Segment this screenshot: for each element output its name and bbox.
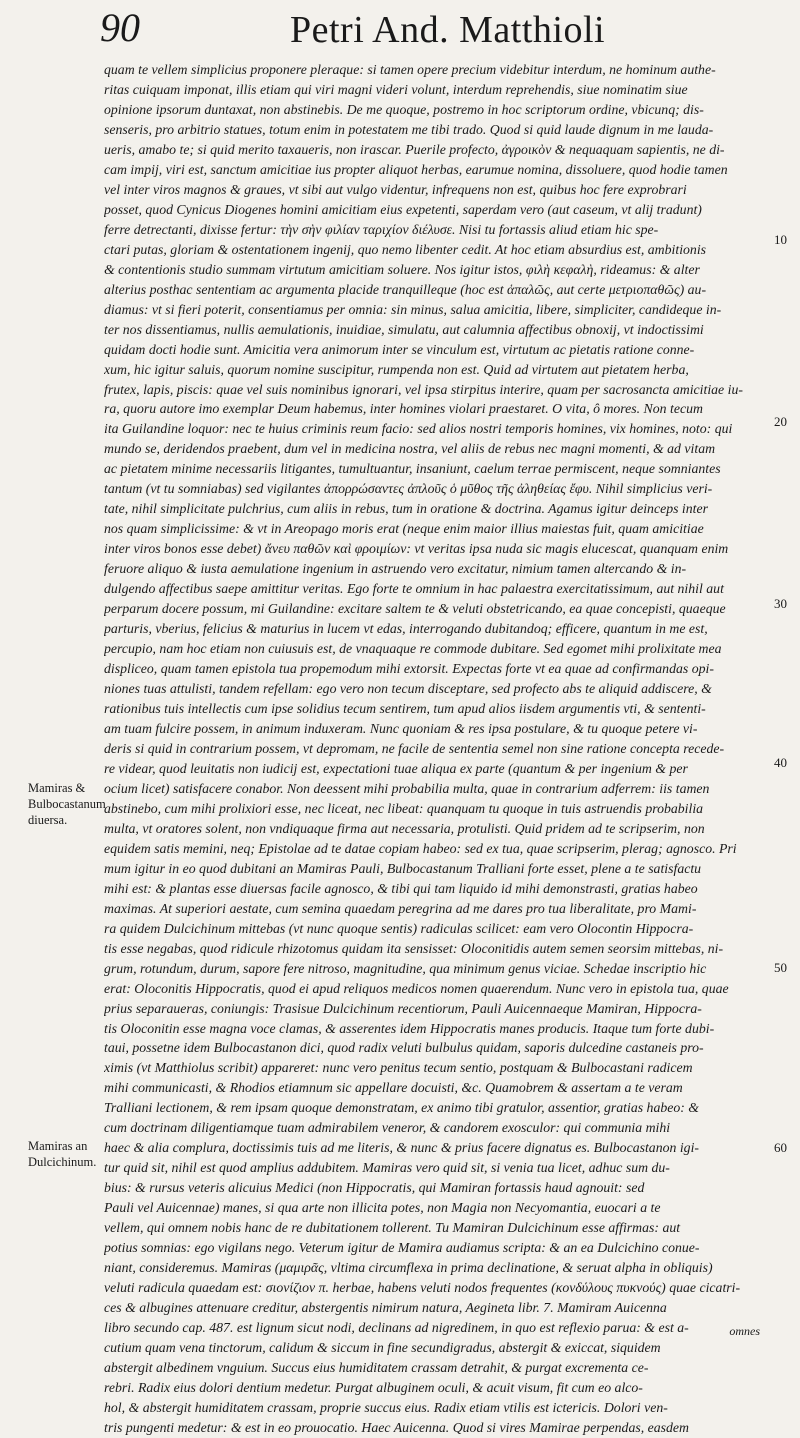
text-line: ritas cuiquam imponat, illis etiam qui viri magni videri volunt, interdum reprehendis, siue nominatim siue — [104, 81, 688, 97]
body-text — [104, 60, 778, 1438]
text-line: ra, quoru autore imo exemplar Deum habemus, inter homines violari praestaret. O vita, ô mores. Non tecum — [104, 401, 703, 417]
text-line: hol, & abstergit humiditatem crassam, proprie succus eius. Radix etiam vtilis est ictericis. Dolori ven- — [104, 1399, 668, 1415]
text-line: posset, quod Cynicus Diogenes homini amicitiam eius expetenti, saperdam vero (aut caseum, vt alij tradunt) — [104, 201, 702, 217]
text-line: cam impij, viri est, sanctum amicitiae ius propter aliquot herbas, earumue nomina, dissoluere, quod hodie tamen — [104, 161, 728, 177]
text-line: tris pungenti medetur: & est in eo prouocatio. Haec Auicenna. Quod si vires Mamirae perpendas, easdem — [104, 1419, 689, 1435]
text-line: cum doctrinam diligentiamque tuam admirabilem veneror, & candorem exosculor: qui communia mihi — [104, 1120, 671, 1136]
text-line: diamus: vt si fieri poterit, consentiamus per omnia: sin minus, salua amicitia, libere, simpliciter, candideque in- — [104, 301, 722, 317]
text-line: equidem satis memini, neq; Epistolae ad te datae copiam habeo: sed ex tua, quae scripserim, plerag; agnosco. Pri — [104, 840, 737, 856]
text-line: tur quid sit, nihil est quod amplius addubitem. Mamiras vero quid sit, si venia tua licet, adhuc sum du- — [104, 1160, 670, 1176]
text-line: taui, possetne idem Bulbocastanon dici, quod radix veluti bulbulus quidam, saporis dulcedine castaneis pro- — [104, 1040, 704, 1056]
text-line: ac pietatem minime necessariis litigantes, tumultuantur, insaniunt, caelum terrae permiscent, neque somniantes — [104, 461, 721, 477]
text-line: libro secundo cap. 487. est lignum sicut nodi, declinans ad nigredinem, in quo est reflexio parua: & est a- — [104, 1320, 689, 1336]
text-line: inter viros bonos esse debet) ἄνευ παθῶν καὶ φροιμίων: vt veritas ipsa nuda sic magis elucescat, quanquam enim — [104, 541, 729, 557]
line-number: 30 — [774, 596, 787, 611]
line-number: 60 — [774, 1140, 787, 1155]
page-header — [100, 5, 780, 52]
text-line: haec & alia complura, doctissimis tuis ad me literis, & nunc & prius facere dignatus es. Bulbocastanon igi- — [104, 1140, 700, 1156]
text-line: ces & albugines attenuare creditur, abstergentis nimirum natura, Aegineta libr. 7. Mamiram Auicenna — [104, 1300, 667, 1316]
text-line: ctari putas, gloriam & ostentationem ingenij, quo nemo libenter cedit. At hoc etiam absurdius est, ambitionis — [104, 241, 707, 257]
text-line: perparum docere possum, mi Guilandine: excitare saltem te & veluti obstetricando, ea quae concepisti, quaeque — [104, 601, 726, 617]
text-line: mum igitur in eo quod dubitani an Mamiras Pauli, Bulbocastanum Tralliani forte esset, plene a te satisfactu — [104, 860, 702, 876]
margin-note: Mamiras & Bulbocastanum diuersa. — [28, 781, 106, 827]
text-line: tate, nihil simplicitate pulchrius, cum aliis in rebus, tum in oratione & doctrina. Agamus igitur deinceps inter — [104, 501, 708, 517]
text-line: rationibus tuis intellectis cum ipse solidius tecum sentirem, tum apud alios iisdem argumentis vti, & sententi- — [104, 701, 706, 716]
text-line: niones tuas attulisti, tandem refellam: ego vero non tecum disceptare, sed profecto abs te aliquid addiscere, & — [104, 681, 712, 697]
text-line: opinione ipsorum duntaxat, non abstinebis. De me quoque, postremo in hoc scriptorum ordine, vbicunq; dis- — [104, 101, 704, 117]
line-number: 20 — [774, 414, 787, 429]
line-number: 50 — [774, 960, 787, 975]
text-line: ter nos dissentiamus, nullis aemulationis, inuidiae, simulatu, aut calumnia affectibus obnoxij, vt indoctissimi — [104, 321, 704, 337]
text-line: maximas. At superiori aestate, cum semina quaedam peregrina ad me dares pro tua liberalitate, pro Mami- — [104, 900, 697, 916]
text-line: re videar, quod leuitatis non iudicij est, expectationi tuae aliqua ex parte (quantum & per ingenium & per — [104, 760, 688, 776]
running-title: Petri And. Matthioli — [290, 9, 606, 51]
text-line: cutium quam vena tinctorum, calidum & siccum in fine secundigradus, abstergit & exiccat, siquidem — [104, 1340, 661, 1355]
text-line: veluti radicula quaedam est: σιονίζιον π. herbae, habens veluti nodos frequentes (κονδύλους πυκνούς) quae cicatri- — [104, 1280, 741, 1296]
line-number: 10 — [774, 232, 787, 247]
text-line: rebri. Radix eius dolori dentium medetur. Purgat albuginem oculi, & acuit visum, fit cum eo alco- — [104, 1379, 643, 1395]
text-line: mihi communicasti, & Rhodios etiamnum sic appellare docuisti, &c. Quamobrem & assertam a te veram — [104, 1080, 683, 1096]
text-line: niant, consideremus. Mamiras (μαμιρᾶς, vltima circumflexa in prima declinatione, & seruat alpha in obliquis) — [104, 1260, 713, 1276]
text-line: Pauli vel Auicennae) manes, si qua arte non illicita potes, non Magia non Necyomantia, euocari a te — [104, 1200, 661, 1216]
text-line: vel inter viros magnos & graues, vt sibi aut vulgo videntur, infrequens non est, quibus hoc fere exprobrari — [104, 181, 687, 197]
text-line: parturis, vberius, felicius & maturius in lucem vt edas, interrogando dubitandoq; efficere, quantum in me est, — [104, 621, 708, 637]
text-line: quidam docti hodie sunt. Amicitia vera animorum inter se vinculum est, virtutum ac pietatis ratione conne- — [104, 341, 695, 357]
text-line: prius separaueras, coniungis: Trasisue Dulcichinum recentiorum, Pauli Auicennaeque Mamiran, Hippocra- — [104, 1000, 702, 1016]
text-line: dulgendo affectibus saepe amittitur veritas. Ego forte te omnium in hac palaestra exercitatissimum, aut nihil aut — [104, 581, 724, 597]
catchword: omnes — [729, 1324, 760, 1338]
text-line: abstergit albedinem vnguium. Succus eius humiditatem crassam detrahit, & purgat excrementa ce- — [104, 1359, 649, 1375]
text-line: & contentionis studio summam virtutum amicitiam soluere. Nos igitur istos, φιλὴ κεφαλὴ, rideamus: & alter — [104, 261, 700, 277]
text-line: quam te vellem simplicius proponere pleraque: si tamen opere precium videbitur interdum, ne hominum authe- — [104, 62, 716, 77]
text-line: ximis (vt Matthiolus scribit) appareret: nunc vero penitus tecum sentio, postquam & Bulbocastani radicem — [104, 1060, 693, 1076]
text-line: Tralliani lectionem, & rem ipsam quoque demonstratam, ex animo tibi gratulor, assentior, gratias habeo: & — [104, 1100, 700, 1116]
text-line: grum, rotundum, durum, sapore fere nitroso, magnitudine, qua minimum genus viciae. Schedae inscriptio hic — [104, 960, 707, 976]
text-line: tis esse negabas, quod ridicule rhizotomus quidam ita sensisset: Oloconitidis autem semen seorsim mittebas, ni- — [104, 940, 724, 956]
text-line: senseris, pro arbitrio statues, totum enim in potestatem me tibi trado. Quod si quid laude dignum in me lauda- — [104, 121, 714, 137]
margin-note: Mamiras an Dulcichinum. — [28, 1139, 97, 1169]
text-line: mihi est: & plantas esse diuersas facile agnosco, & tibi qui tam liquido id mihi demonstrasti, gratias habeo — [104, 880, 698, 896]
text-line: percupio, nam hoc etiam non cuiusuis est, de vnaquaque re commode dubitare. Sed egomet mihi prolixitate mea — [104, 641, 722, 657]
text-line: potius somnias: ego vigilans nego. Veterum igitur de Mamira audiamus scripta: & an ea Dulcichino conue- — [104, 1240, 700, 1256]
text-line: abstinebo, cum mihi prolixiori esse, nec liceat, nec libeat: quanquam tu quoque in tuis astruendis probabilia — [104, 800, 704, 816]
text-line: feruore aliquo & iusta aemulatione ingenium in astruendo vero excitatur, nimium tamen altercando & in- — [104, 561, 687, 577]
text-line: alterius posthac sententiam ac argumenta placide tranquilleque (hoc est ἁπαλῶς, aut certe μετριοπαθῶς) au- — [104, 281, 707, 297]
text-line: mundo se, deridendos praebent, dum vel in medicina nostra, vel aliis de rebus nec magni momenti, & ad vitam — [104, 441, 716, 457]
text-line: frutex, lapis, piscis: quae vel suis nominibus ignorari, vel ipsa stirpitus interire, quam per sacrosancta amicitiae iu- — [104, 381, 743, 397]
text-line: tis Oloconitin esse magna voce clamas, & asserentes idem Hippocratis manes producis. Itaque tum forte dubi- — [104, 1020, 715, 1036]
text-line: tantum (vt tu somniabas) sed vigilantes ἀπορρώσαντες ἀπλοῦς ὁ μῦθος τῆς ἀληθείας ἔφυ. Nihil simplicius veri- — [104, 481, 713, 497]
text-line: multa, vt oratores solent, non vndiquaque firma aut necessaria, protulisti. Quid pridem ad te scripserim, non — [104, 820, 705, 836]
text-line: ueris, amabo te; si quid merito taxaueris, non irascar. Puerile profecto, ἀγροικὸν & nequaquam sapientis, ne di- — [104, 141, 725, 157]
text-line: am tuam fulcire possem, in animum induxeram. Nunc quoniam & res ipsa postulare, & tu quoque petere vi- — [104, 720, 698, 736]
text-line: xum, hic igitur saluis, quorum nomine suscipitur, rumpenda non est. Quid ad virtutem aut pietatem herba, — [104, 361, 689, 377]
text-line: erat: Oloconitis Hippocratis, quod ei apud reliquos medicos nomen quaerendum. Nunc vero in epistola tua, quae — [104, 980, 729, 996]
text-line: ra quidem Dulcichinum mittebas (vt nunc quoque sentis) radiculas scilicet: eam vero Olocontin Hippocra- — [104, 920, 694, 936]
text-line: nos quam simplicissime: & vt in Areopago moris erat (neque enim maior illius maiestas fuit, quam amicitiae — [104, 521, 704, 537]
text-line: deris si quid in contrarium possem, vt depromam, ne facile de sententia semel non sine ratione concepta recede- — [104, 740, 725, 756]
line-number: 40 — [774, 755, 787, 770]
page-number: 90 — [100, 5, 140, 50]
text-line: ita Guilandine loquor: nec te huius criminis reum facio: sed alios nostri temporis homines, vix homines, noto: qui — [104, 421, 733, 437]
text-line: ocium licet) satisfacere conabor. Non deessent mihi probabilia multa, quae in contrarium adferrem: iis tamen — [104, 780, 710, 796]
text-line: displiceo, quam tamen epistola tua propemodum mihi extorsit. Expectas forte vt ea quae ad confirmandas opi- — [104, 661, 714, 677]
text-line: vellem, qui omnem nobis hanc de re dubitationem tollerent. Tu Mamiran Dulcichinum esse affirmas: aut — [104, 1220, 681, 1236]
text-line: bius: & rursus veteris alicuius Medici (non Hippocratis, qui Mamiran fortassis haud agnouit: sed — [104, 1180, 645, 1196]
text-line: ferre detrectanti, dixisse fertur: τὴν σὴν φιλίαν ταριχίον διέλυσε. Nisi tu fortassis aliud etiam hic spe- — [104, 221, 659, 237]
